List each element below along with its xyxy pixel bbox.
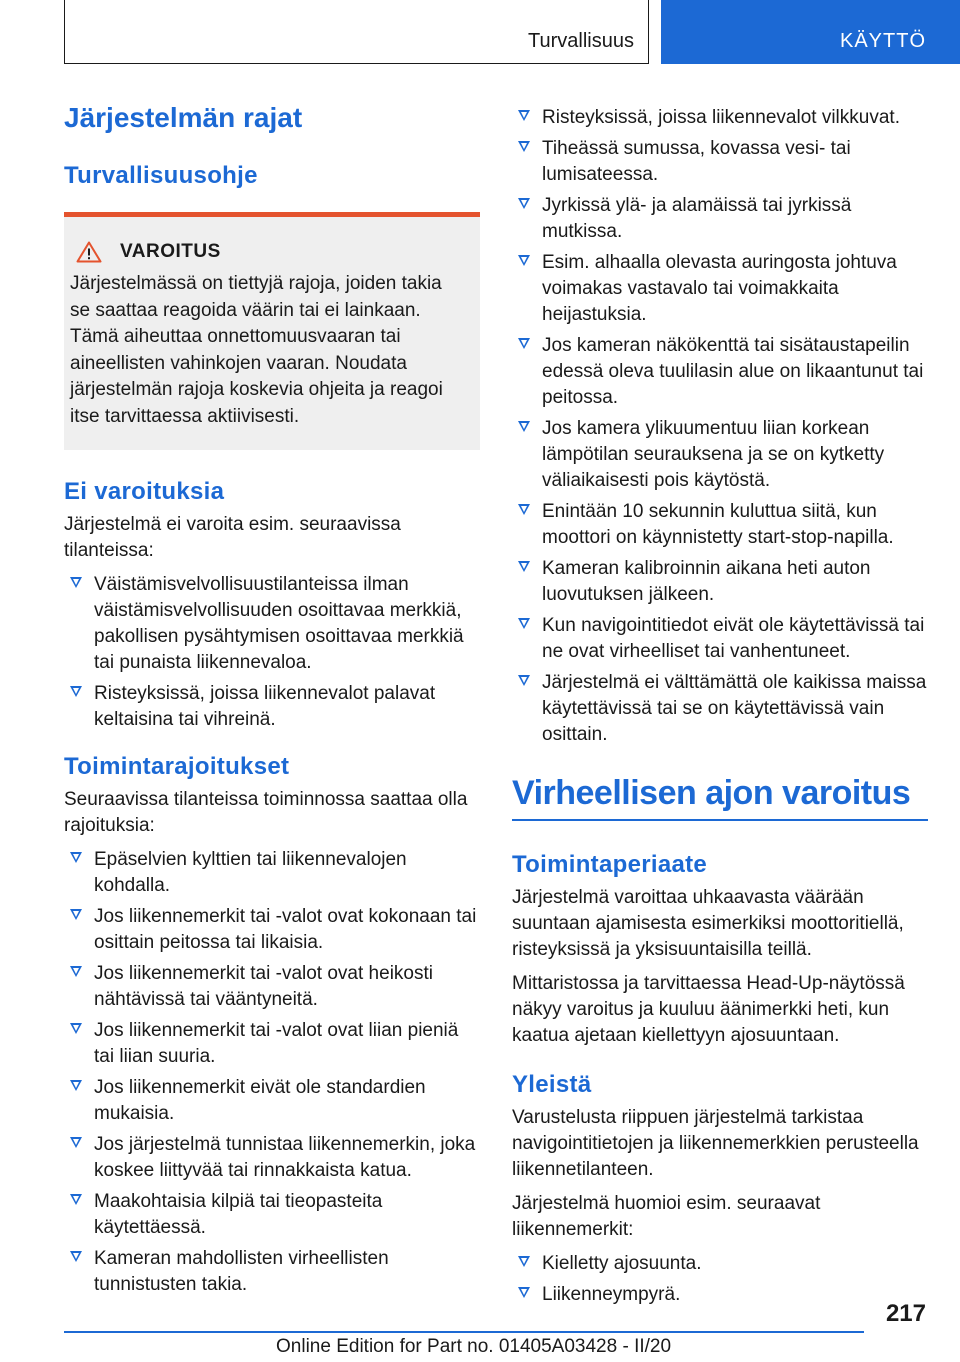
header-chapter-tab bbox=[661, 0, 960, 64]
list-item: Enintään 10 sekunnin kuluttua siitä, kun moottori on käynnistetty start-stop-napilla. bbox=[512, 499, 928, 551]
list-item: Kun navigointitiedot eivät ole käytettävissä tai ne ovat virheelliset tai vanhentuneet. bbox=[512, 613, 928, 665]
triangle-bullet-icon bbox=[518, 110, 530, 121]
triangle-bullet-icon bbox=[518, 675, 530, 686]
sign-list bbox=[512, 1251, 928, 1308]
list-item: Jos liikennemerkit eivät ole standardien mukaisia. bbox=[64, 1075, 480, 1127]
triangle-bullet-icon bbox=[70, 1137, 82, 1148]
no-warnings-list bbox=[64, 572, 480, 733]
triangle-bullet-icon bbox=[518, 1287, 530, 1298]
warning-label: VAROITUS bbox=[120, 241, 221, 262]
right-column bbox=[512, 105, 928, 1322]
list-item: Risteyksissä, joissa liikennevalot vilkkuvat. bbox=[512, 105, 928, 131]
list-item: Jos järjestelmä tunnistaa liikennemerkin, joka koskee liittyvää tai rinnakkaista katua. bbox=[64, 1132, 480, 1184]
list-item: Tiheässä sumussa, kovassa vesi- tai lumisateessa. bbox=[512, 136, 928, 188]
triangle-bullet-icon bbox=[70, 577, 82, 588]
list-item: Järjestelmä ei välttämättä ole kaikissa maissa käytettävissä tai se on käytettävissä vain osittain. bbox=[512, 670, 928, 748]
limits-list bbox=[64, 847, 480, 1298]
triangle-bullet-icon bbox=[70, 909, 82, 920]
triangle-bullet-icon bbox=[518, 338, 530, 349]
list-item: Kielletty ajosuunta. bbox=[512, 1251, 928, 1277]
header-section-title: Turvallisuus bbox=[528, 30, 634, 52]
triangle-bullet-icon bbox=[70, 1251, 82, 1262]
section-title: Virheellisen ajon varoitus bbox=[512, 774, 928, 821]
warning-header bbox=[70, 241, 466, 263]
triangle-bullet-icon bbox=[70, 852, 82, 863]
list-item: Jos liikennemerkit tai -valot ovat liian pieniä tai liian suuria. bbox=[64, 1018, 480, 1070]
triangle-bullet-icon bbox=[518, 141, 530, 152]
list-item: Esim. alhaalla olevasta auringosta johtuva voimakas vastavalo tai voimakkaita heijastuksia. bbox=[512, 250, 928, 328]
triangle-bullet-icon bbox=[70, 1194, 82, 1205]
safety-heading: Turvallisuusohje bbox=[64, 162, 258, 189]
list-item: Maakohtaisia kilpiä tai tieopasteita käytettäessä. bbox=[64, 1189, 480, 1241]
list-item: Jos liikennemerkit tai -valot ovat heikosti nähtävissä tai vääntyneitä. bbox=[64, 961, 480, 1013]
list-item: Jyrkissä ylä- ja alamäissä tai jyrkissä mutkissa. bbox=[512, 193, 928, 245]
principle-paragraph-1: Järjestelmä varoittaa uhkaavasta väärään suuntaan ajamisesta esimerkiksi moottoritiellä, risteyksissä ja yksisuuntaisilla teillä. bbox=[512, 887, 904, 960]
list-item: Kameran mahdollisten virheellisten tunnistusten takia. bbox=[64, 1246, 480, 1298]
list-item: Jos liikennemerkit tai -valot ovat kokonaan tai osittain peitossa tai likaisia. bbox=[64, 904, 480, 956]
limits-intro: Seuraavissa tilanteissa toiminnossa saattaa olla rajoituksia: bbox=[64, 789, 468, 836]
list-item: Jos kameran näkökenttä tai sisätaustapeilin edessä oleva tuulilasin alue on likaantunut tai peitossa. bbox=[512, 333, 928, 411]
no-warnings-heading: Ei varoituksia bbox=[64, 478, 225, 505]
triangle-bullet-icon bbox=[70, 1080, 82, 1091]
limits-heading: Toimintarajoitukset bbox=[64, 753, 290, 780]
warning-text: Järjestelmässä on tiettyjä rajoja, joiden takia se saattaa reagoida väärin tai ei lainkaan. Tämä aiheuttaa onnettomuusvaaran tai aineellisten vahinkojen vaaran. Noudata järjestelmän rajoja koskevia ohjeita ja reagoi itse tarvittaessa aktiivisesti. bbox=[70, 273, 443, 427]
general-paragraph-2: Järjestelmä huomioi esim. seuraavat liikennemerkit: bbox=[512, 1193, 821, 1240]
header-chapter-title: KÄYTTÖ bbox=[839, 30, 926, 52]
triangle-bullet-icon bbox=[518, 504, 530, 515]
list-item: Väistämisvelvollisuustilanteissa ilman väistämisvelvollisuuden osoittavaa merkkiä, pakollisen pysähtymisen osoittavaa merkkiä tai punaista liikennevaloa. bbox=[64, 572, 480, 676]
triangle-bullet-icon bbox=[518, 1256, 530, 1267]
page-number: 217 bbox=[885, 1300, 926, 1327]
page-title: Järjestelmän rajat bbox=[64, 102, 303, 133]
list-item: Kameran kalibroinnin aikana heti auton luovutuksen jälkeen. bbox=[512, 556, 928, 608]
no-warnings-intro: Järjestelmä ei varoita esim. seuraavissa tilanteissa: bbox=[64, 514, 401, 561]
principle-paragraph-2: Mittaristossa ja tarvittaessa Head-Up-näytössä näkyy varoitus ja kuuluu äänimerkki heti, kun kaatua ajetaan kiellettyyn ajosuuntaan. bbox=[512, 973, 905, 1046]
footer-edition: Online Edition for Part no. 01405A03428 - II/20 bbox=[276, 1336, 672, 1357]
principle-heading: Toimintaperiaate bbox=[512, 851, 708, 878]
list-item: Jos kamera ylikuumentuu liian korkean lämpötilan seurauksena ja se on kytketty väliaikaisesti pois käytöstä. bbox=[512, 416, 928, 494]
triangle-bullet-icon bbox=[518, 255, 530, 266]
list-item: Liikenneympyrä. bbox=[512, 1282, 928, 1308]
triangle-bullet-icon bbox=[518, 561, 530, 572]
triangle-bullet-icon bbox=[70, 966, 82, 977]
warning-box bbox=[64, 212, 480, 450]
list-item: Epäselvien kylttien tai liikennevalojen kohdalla. bbox=[64, 847, 480, 899]
general-heading: Yleistä bbox=[512, 1071, 592, 1098]
warning-triangle-icon bbox=[76, 241, 102, 263]
triangle-bullet-icon bbox=[518, 421, 530, 432]
header-section-box bbox=[64, 0, 649, 64]
triangle-bullet-icon bbox=[70, 1023, 82, 1034]
general-paragraph-1: Varustelusta riippuen järjestelmä tarkistaa navigointitietojen ja liikennemerkkien perusteella liikennetilanteen. bbox=[512, 1107, 919, 1180]
limits-list-continued bbox=[512, 105, 928, 748]
triangle-bullet-icon bbox=[70, 686, 82, 697]
left-column bbox=[64, 102, 480, 1312]
triangle-bullet-icon bbox=[518, 618, 530, 629]
triangle-bullet-icon bbox=[518, 198, 530, 209]
footer-divider bbox=[64, 1331, 864, 1333]
list-item: Risteyksissä, joissa liikennevalot palavat keltaisina tai vihreinä. bbox=[64, 681, 480, 733]
